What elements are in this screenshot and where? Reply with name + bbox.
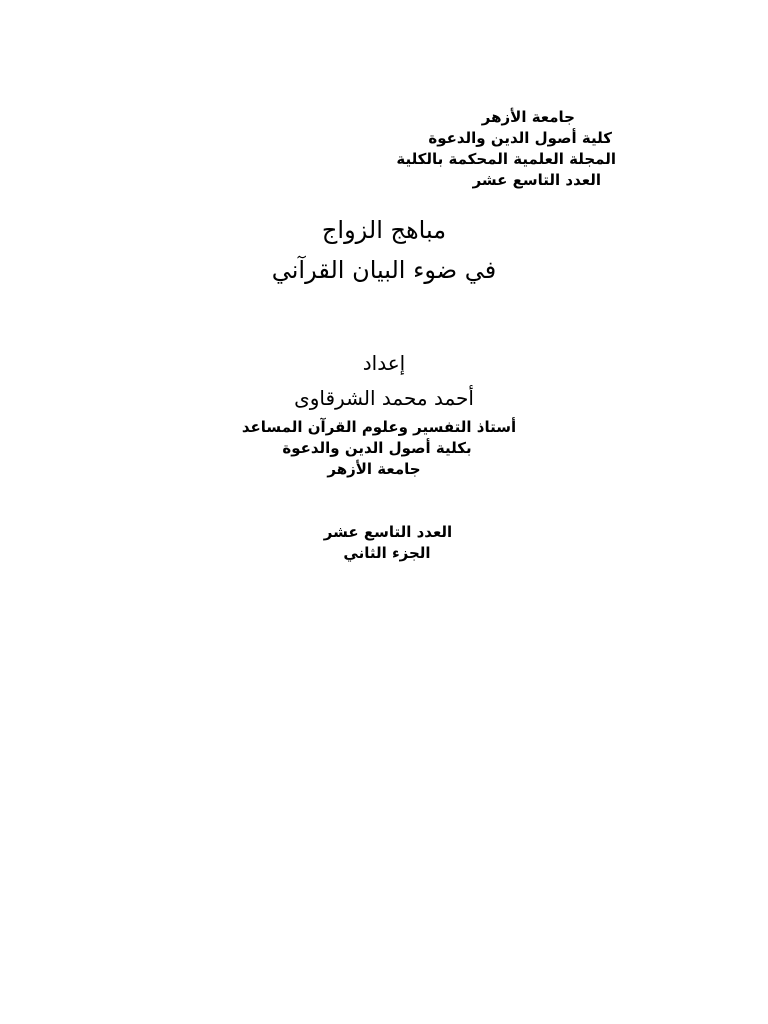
author-university: جامعة الأزهر [327, 460, 421, 478]
header-journal: المجلة العلمية المحكمة بالكلية [396, 150, 616, 168]
prepared-by-label: إعداد [362, 351, 406, 375]
header-university: جامعة الأزهر [481, 108, 575, 126]
issue-part: الجزء الثاني [343, 544, 431, 562]
author-position: أستاذ التفسير وعلوم القرآن المساعد [241, 418, 517, 436]
title-line-1: مباهج الزواج [321, 216, 447, 244]
author-faculty: بكلية أصول الدين والدعوة [282, 439, 472, 457]
title-line-2: في ضوء البيان القرآني [271, 256, 497, 284]
issue-number: العدد التاسع عشر [323, 523, 453, 541]
header-issue: العدد التاسع عشر [472, 171, 601, 189]
author-name: أحمد محمد الشرقاوى [294, 386, 474, 410]
header-faculty: كلية أصول الدين والدعوة [428, 129, 612, 147]
